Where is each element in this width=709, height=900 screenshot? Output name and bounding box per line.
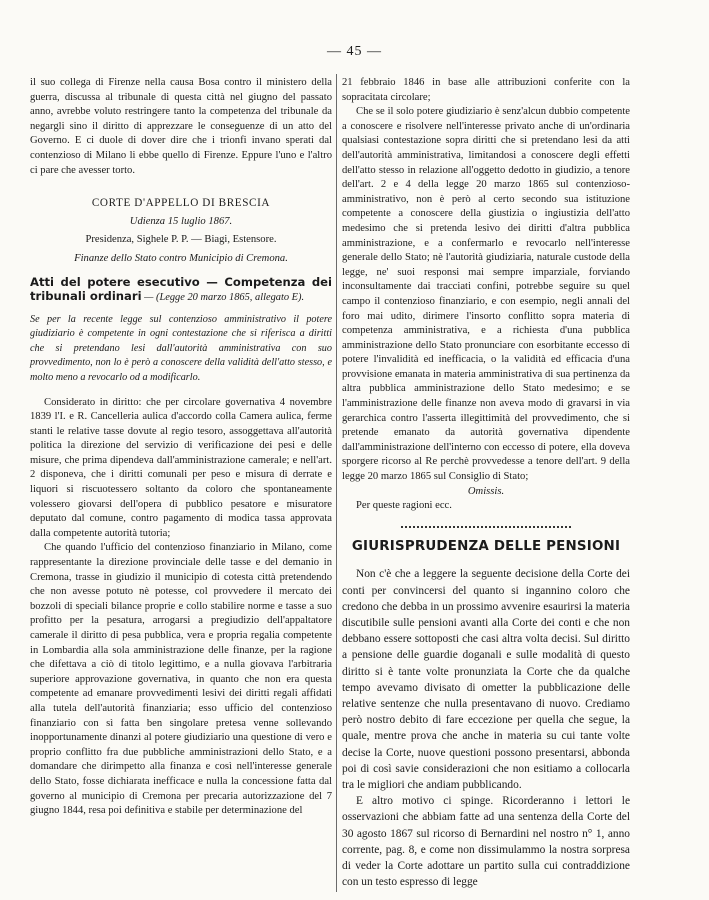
omissis-note: Omissis. xyxy=(467,485,505,497)
ruling-paragraph-2: Che quando l'ufficio del contenzioso finanziario in Milano, come rappresentante la direzione provinciale delle tasse e del demanio in Cremona, trasse in giudizio il municipio di cotesta città pretendendo che non avesse potuto nè potesse, col provvedere il mercato dei bozzoli di speciali bilance proprie e collo stabilire norme e tasse a suo profitto per la pesatura, arrogarsi a pregiudizio dell'appaltatore camerale il diritto di pesa pubblica, vera e propria regalia competente in Lombardia alla sola amministrazione delle finanze, per la ragione che difettava a ciò di titolo legittimo, e a nulla giovava l'arbitraria superiore approvazione governativa, in quanto che non era questa competente ad emanare provvedimenti lesivi dei diritti regali affidati alla tutela dell'autorità finanziaria; esso ufficio del contenzioso finanziario con sì fatta ben singolare pretesa venne sollevando inopportunamente dinanzi al potere giudiziario una questione di vero e proprio conflitto fra due pubbliche amministrazioni dello Stato, e a domandare che dirimpetto alla finanza e così nell'interesse generale dello Stato, fosse dichiarata inefficace e nulla la concessione fatta dal governo al municipio di Cremona per precaria autorizzazione del 7 giugno 1844, resa poi definitiva e stabile per determinazione del xyxy=(30,542,332,817)
case-summary: Se per la recente legge sul contenzioso amministrativo il potere giudiziario è competente in ogni contestazione che si riferisca a diritti che si pretendano lesi dall'autorità amministrativa con suo provvedimento, non lo è però a conoscere della validità dell'atto stesso, e molto meno a revocarlo od a modificarlo. xyxy=(30,313,332,383)
ruling-paragraph-1: Considerato in diritto: che per circolare governativa 4 novembre 1839 l'I. e R. Cancelleria aulica d'accordo colla Camera aulica, ferme stanti le relative tasse dovute al regio tesoro, assoggettava all'autorità politica la direzione del servizio di verificazione dei pesi e delle misure, che prima dipendeva dall'amministrazione camerale; e nell'art. 2 disponeva, che i diritti comunali per peso e misura di derrate e liquori si riscuotessero soltanto da coloro che spontaneamente volessero giovarsi dell'opera di pubblico pesatore e misuratore deputato dal comune, contro pagamento di modica tassa approvata dalla competente autorità tutoria; xyxy=(30,396,332,539)
right-column xyxy=(342,76,630,890)
case-heading-subject: Atti del potere esecutivo — Competenza dei tribunali ordinari xyxy=(30,274,332,303)
pensions-paragraph-2: E altro motivo ci spinge. Ricorderanno i lettori le osservazioni che abbiam fatte ad una sentenza della Corte del 30 agosto 1867 sul ricorso di Bernardini nel nostro n° 1, anno corrente, pag. 8, e come non dissimulammo la nostra sorpresa di veder la Corte adottare un partito sulla cui contraddizione con un testo espresso di legge xyxy=(342,795,630,889)
presidency-line: Presidenza, Sighele P. P. — Biagi, Estensore. xyxy=(85,234,277,246)
parties-line: Finanze dello Stato contro Municipio di Cremona. xyxy=(74,252,288,264)
section-divider xyxy=(401,526,571,528)
column-divider xyxy=(336,74,337,892)
intro-paragraph: il suo collega di Firenze nella causa Bosa contro il ministero della guerra, discussa al tribunale di questa città nel giugno del passato anno, avrebbe voluto restringere tanto la competenza del tribunale da negargli sino il diritto di apprezzare le conseguenze di un atto del Governo. E ci duole di dover dire che i trionfi invano sperati dal contenzioso di Milano li ebbe quello di Firenze. Eppure l'uno e l'altro ci pare che avesser torto. xyxy=(30,77,332,176)
hearing-date: Udienza 15 luglio 1867. xyxy=(129,215,233,227)
section-title: GIURISPRUDENZA DELLE PENSIONI xyxy=(351,538,621,554)
closing-formula: Per queste ragioni ecc. xyxy=(356,500,452,512)
continuation-paragraph: 21 febbraio 1846 in base alle attribuzioni conferite con la sopracitata circolare; xyxy=(342,77,630,103)
case-heading-law-ref: — (Legge 20 marzo 1865, allegato E). xyxy=(141,291,305,303)
pensions-paragraph-1: Non c'è che a leggere la seguente decisione della Corte dei conti per convincersi del quanto si ingannino coloro che credono che debba in un prossimo avvenire esaurirsi la materia discutibile sulle pensioni avanti alla Corte dei conti e che non debbano essere sottoposti che casi altra volta decisi. Sul diritto a pensione delle guardie doganali e sulle modalità di questo diritto si è tante volte pronunziata la Corte che da qualche tempo avevamo divisato di ometter la pubblicazione delle relative sentenze che nulla presentavano di nuovo. Crediamo però nostro debito di fare eccezione per quella che segue, la quale, mentre prova che anche in materia su cui tante volte decise la Corte, nuove questioni possono presentarsi, abbonda poi di così savie considerazioni che non esitiamo a collocarla tra le migliori che andiam pubblicando. xyxy=(342,568,630,792)
left-column xyxy=(30,76,332,819)
case-heading xyxy=(30,275,332,305)
page-number: — 45 — xyxy=(327,44,382,59)
court-title: CORTE D'APPELLO DI BRESCIA xyxy=(91,197,271,210)
ruling-paragraph-3: Che se il solo potere giudiziario è senz'alcun dubbio competente a conoscere e risolvere nell'interesse privato anche di un'ordinaria qualsiasi contestazione sopra diritti che si pretendano lesi da atti dell'autorità amministrativa, limitandosi a conoscere degli effetti dell'atto stesso in relazione all'oggetto dedotto in giudizio, a tenore dell'art. 2 e 4 della legge 20 marzo 1865 sul contenzioso-amministrativo, non è però al certo secondo sua istituzione competente a conoscere della giustizia o ingiustizia dell'atto medesimo che si pretenda lesivo dei diritti d'altra pubblica amministrazione, e a confermarlo e revocarlo nell'interesse generale dello Stato; nè l'autorità giudiziaria, naturale custode della legge, ne' suoi responsi mai sempre imparziale, forviando inconsultamente dai tracciati confini, potrebbe seguire su quel campo il contenzioso finanziario, e con esempio, negli annali del foro mai udito, dirimere l'insorto conflitto sopra materia di competenza amministrativa, e a richiesta d'una pubblica amministrazione dello Stato pronunciare con esorbitante eccesso di potere l'invalidità ed inefficacia, o la validità ed efficacia d'una provvisione emanata in materia amministrativa di sua pertinenza da altra pubblica amministrazione dello Stato medesimo; e se l'amministrazione delle finanze non aveva modo di gravarsi in via gerarchica contro l'asserta illegittimità del provvedimento, che si pretende emanato da autorità governativa dipendente dall'amministrazione dell'interno con eccesso di potere, ella doveva sporgere ricorso al Re perchè provvedesse a tenore dell'art. 9 della legge 20 marzo 1865 sul Consiglio di Stato; xyxy=(342,106,630,483)
